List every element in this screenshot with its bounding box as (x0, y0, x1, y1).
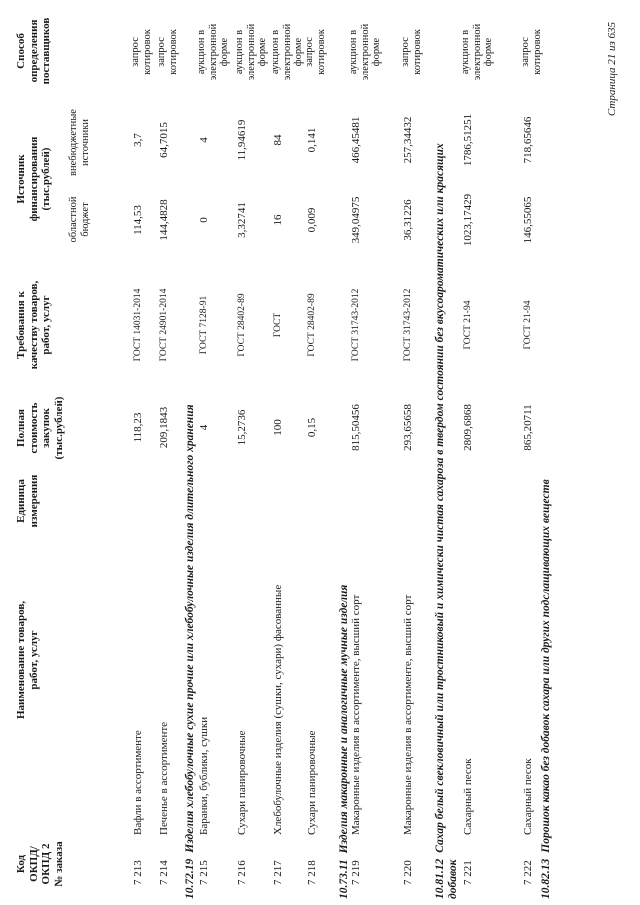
item-extrabudget: 84 (272, 134, 284, 146)
item-extrabudget: 4 (198, 137, 210, 143)
item-requirements: ГОСТ 31743-2012 (351, 288, 361, 362)
item-total: 815,50456 (350, 404, 362, 451)
item-name: Баранки, бублики, сушки (198, 716, 210, 835)
item-regional: 114,53 (132, 205, 144, 235)
item-requirements: ГОСТ 21-94 (463, 300, 473, 350)
item-extrabudget: 466,45481 (350, 116, 362, 164)
item-total: 118,23 (132, 412, 144, 443)
item-code: 7 219 (350, 860, 362, 885)
item-method: аукцион в электронной форме (234, 23, 268, 81)
item-code: 7 218 (306, 860, 318, 885)
header-name: Наименование товаров, работ, услуг (15, 600, 40, 720)
item-method: запрос котировок (304, 29, 327, 75)
page-number: Страница 21 из 635 (606, 22, 618, 117)
item-code: 7 214 (158, 860, 170, 885)
item-extrabudget: 0,141 (306, 127, 318, 153)
item-regional: 16 (272, 214, 284, 226)
item-total: 209,1843 (158, 406, 170, 449)
item-regional: 146,55065 (522, 196, 534, 244)
category-name: Порошок какао без добавок сахара или других подслащивающих веществ (540, 479, 552, 853)
item-extrabudget: 718,65646 (522, 116, 534, 164)
item-total: 100 (272, 419, 284, 436)
item-regional: 0,009 (306, 207, 318, 233)
item-requirements: ГОСТ 28402-89 (307, 293, 317, 357)
item-regional: 0 (198, 217, 210, 223)
item-total: 0,15 (306, 417, 318, 438)
header-extrabudget: внебюджетные источники (68, 109, 91, 176)
item-code: 7 217 (272, 860, 284, 885)
item-code: 7 222 (522, 860, 534, 885)
item-method: аукцион в электронной форме (196, 23, 230, 81)
item-code: 7 215 (198, 860, 210, 885)
category-code: 10.82.13 (540, 858, 552, 899)
category-code: 10.81.12 (434, 858, 446, 899)
item-regional: 36,31226 (402, 199, 414, 241)
header-unit: Единица измерения (15, 474, 40, 528)
category-row (338, 585, 350, 899)
item-extrabudget: 64,7015 (158, 122, 170, 158)
category-name: Изделия макаронные и аналогичные мучные изделия (338, 584, 350, 854)
item-method: аукцион в электронной форме (348, 23, 382, 81)
header-requirements: Требования к качеству товаров, работ, услуг (15, 280, 52, 370)
item-requirements: ГОСТ 31743-2012 (403, 288, 413, 362)
item-extrabudget: 3,7 (132, 133, 144, 147)
item-method: аукцион в электронной форме (270, 23, 304, 81)
category-name: Сахар белый свекловичный или тростниковый и химически чистая сахароза в твердом состоянии без вкусоароматических или красящих добавок (434, 143, 459, 899)
item-code: 7 213 (132, 860, 144, 885)
item-name: Макаронные изделия в ассортименте, высший сорт (350, 594, 362, 835)
item-requirements: ГОСТ 21-94 (523, 300, 533, 350)
item-name: Сахарный песок (522, 758, 534, 835)
item-method: запрос котировок (520, 29, 543, 75)
category-code: 10.73.11 (338, 859, 350, 899)
item-total: 4 (198, 424, 210, 431)
item-name: Сухари панировочные (236, 730, 248, 835)
item-extrabudget: 257,34432 (402, 116, 414, 164)
item-name: Сахарный песок (462, 758, 474, 835)
item-requirements: ГОСТ 24901-2014 (159, 288, 169, 362)
item-requirements: ГОСТ 14031-2014 (133, 288, 143, 362)
item-method: запрос котировок (130, 29, 153, 75)
item-name: Сухари панировочные (306, 730, 318, 835)
category-code: 10.72.19 (184, 858, 196, 899)
header-total: Полная стоимость закупок (тыс.рублей) (15, 396, 65, 460)
header-code: Код ОКПД/ ОКПД 2 № заказа (15, 841, 65, 887)
header-funding: Источник финансирования (тыс.рублей) (15, 136, 52, 222)
item-extrabudget: 11,94619 (236, 119, 248, 161)
item-total: 15,2736 (236, 409, 248, 446)
item-method: запрос котировок (156, 29, 179, 75)
category-row (434, 39, 460, 899)
item-code: 7 221 (462, 860, 474, 885)
item-regional: 1023,17429 (462, 193, 474, 247)
item-total: 865,20711 (522, 404, 534, 451)
item-method: запрос котировок (400, 29, 423, 75)
item-regional: 349,04975 (350, 196, 362, 244)
item-regional: 3,32741 (236, 202, 248, 238)
category-name: Изделия хлебобулочные сухие прочие или хлебобулочные изделия длительного хранения (184, 404, 196, 853)
item-requirements: ГОСТ 7128-91 (199, 295, 209, 355)
item-requirements: ГОСТ (273, 312, 283, 338)
item-name: Макаронные изделия в ассортименте, высший сорт (402, 594, 414, 835)
category-row (540, 479, 552, 899)
item-total: 2809,6868 (462, 404, 474, 451)
category-row (184, 404, 196, 899)
item-name: Печенье в ассортименте (158, 721, 170, 835)
item-regional: 144,4828 (158, 199, 170, 241)
item-method: аукцион в электронной форме (460, 23, 494, 81)
item-code: 7 216 (236, 860, 248, 885)
item-code: 7 220 (402, 860, 414, 885)
header-method: Способ определения поставщиков (15, 17, 52, 85)
item-requirements: ГОСТ 28402-89 (237, 293, 247, 357)
item-extrabudget: 1786,51251 (462, 113, 474, 167)
item-name: Хлебобулочные изделия (сушки, сухари) фасованные (272, 584, 284, 835)
header-regional: областной бюджет (68, 196, 91, 243)
item-name: Вафли в ассортименте (132, 730, 144, 835)
item-total: 293,65658 (402, 404, 414, 451)
